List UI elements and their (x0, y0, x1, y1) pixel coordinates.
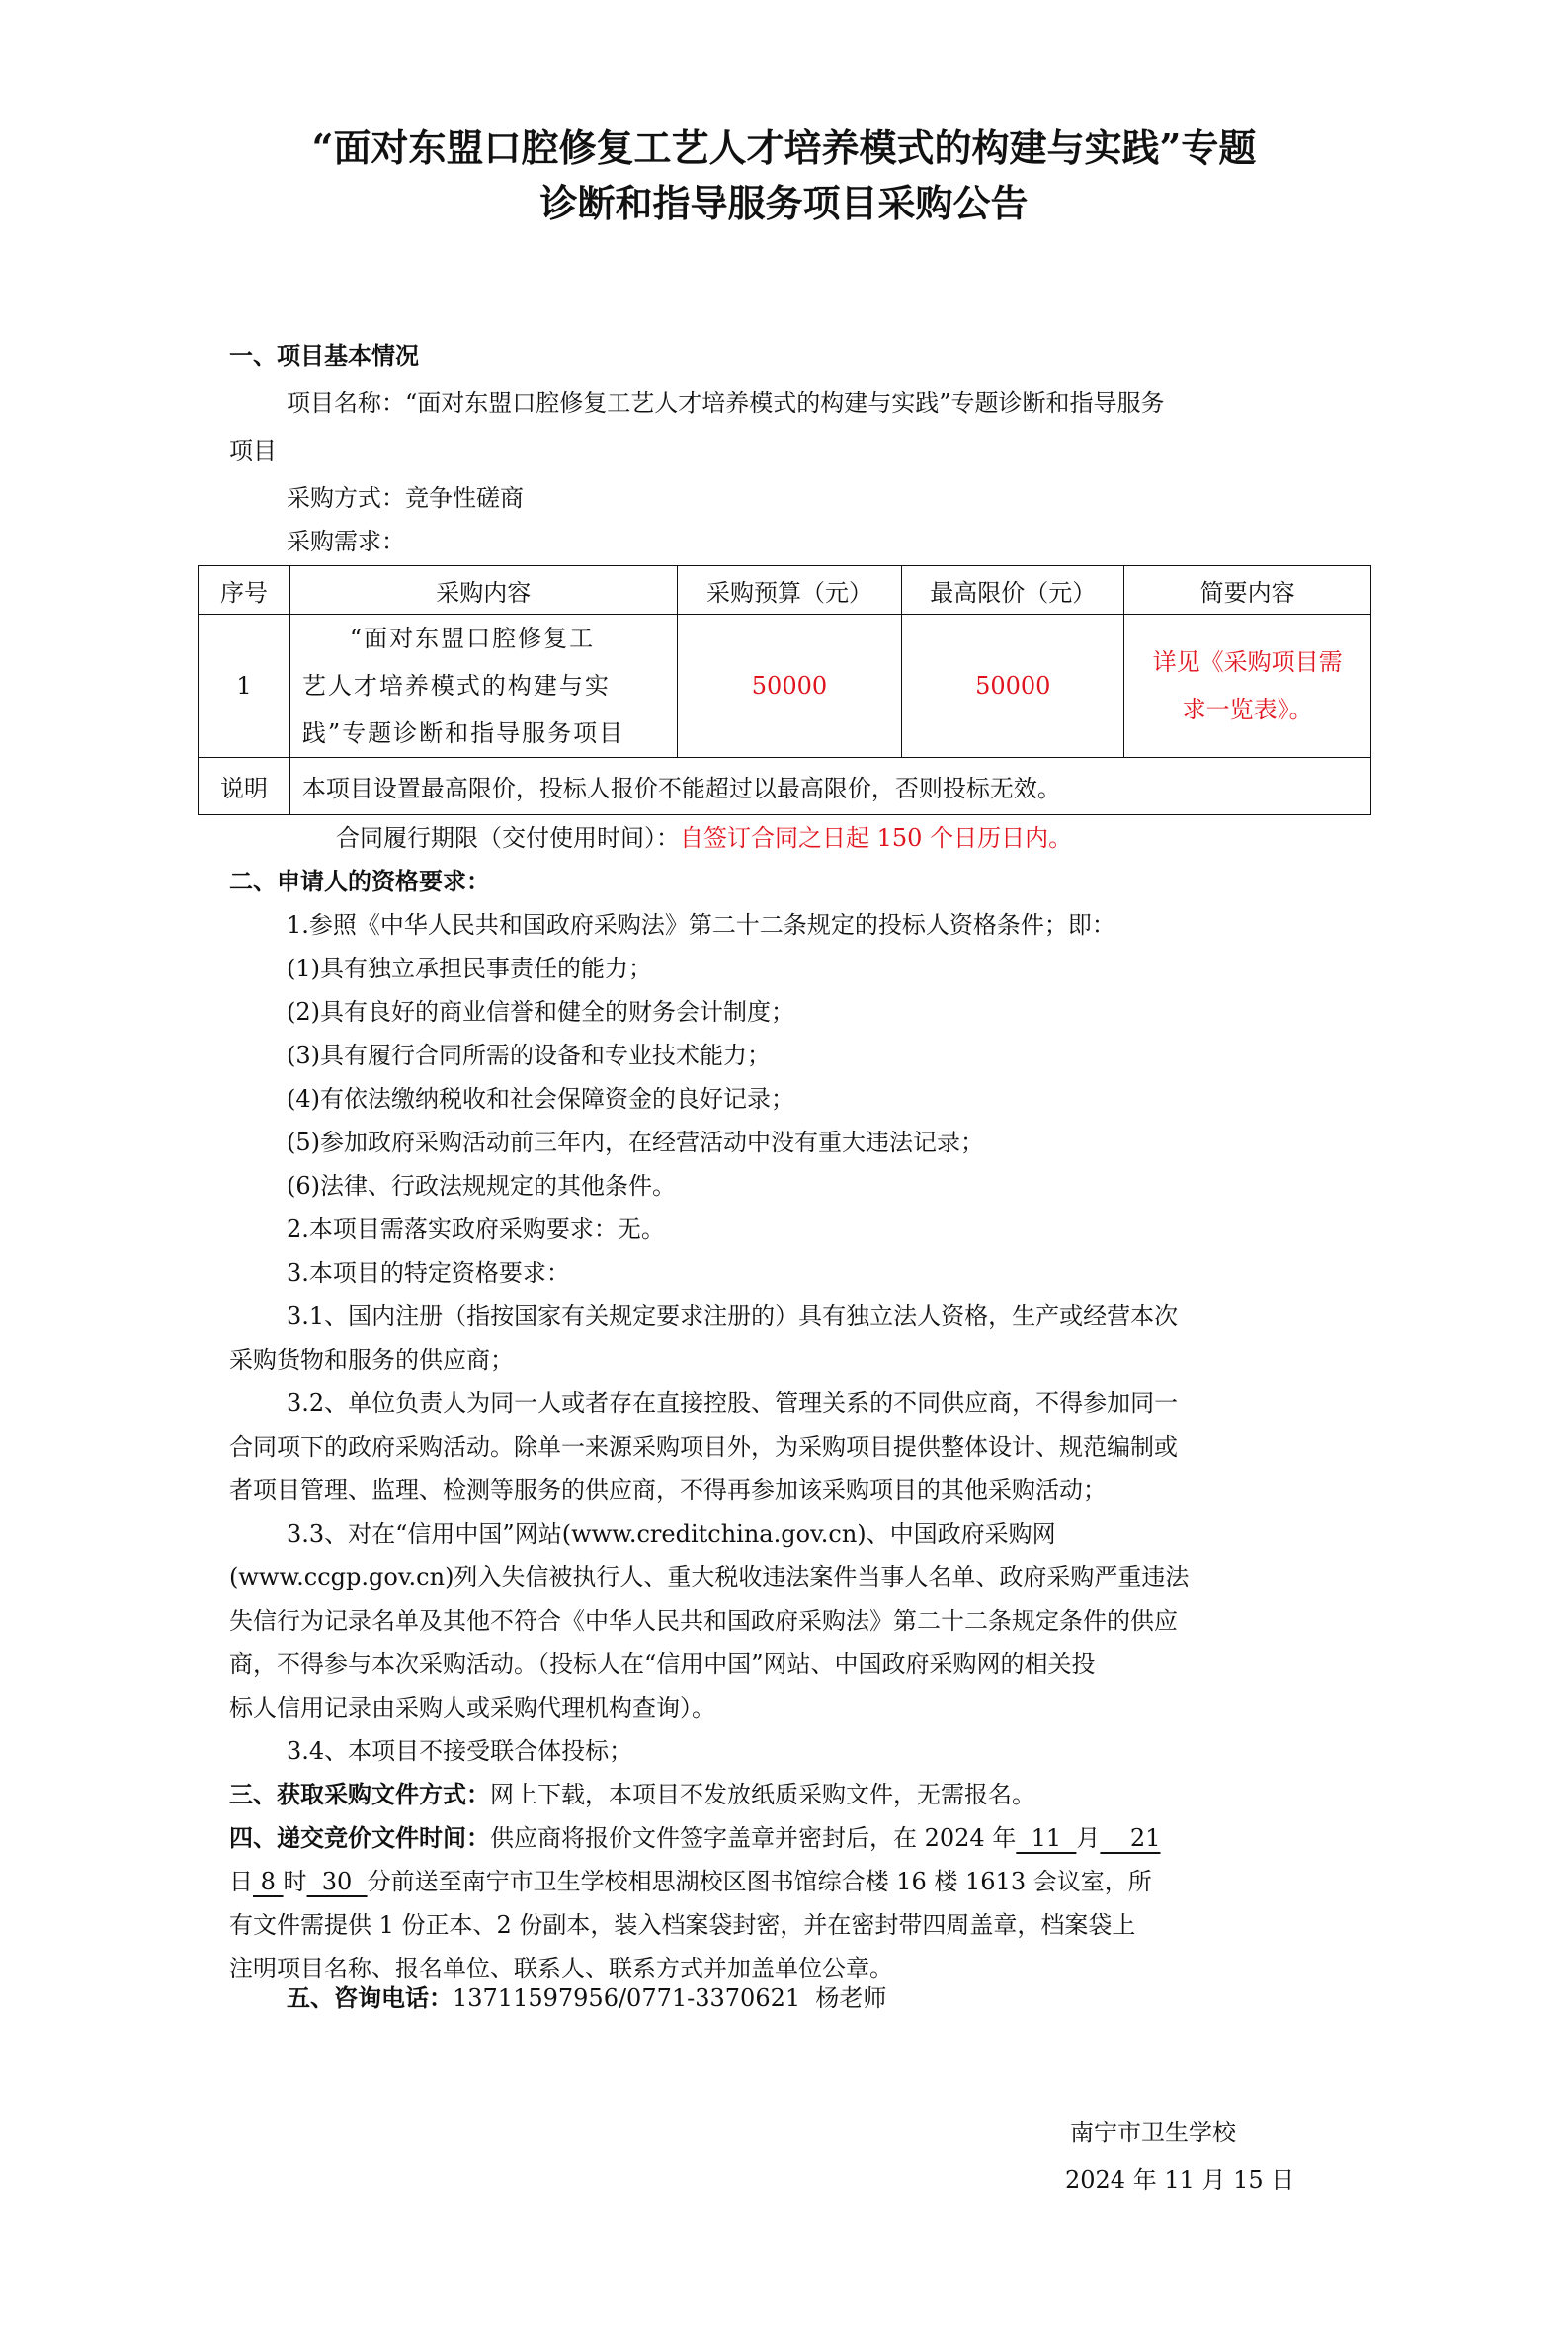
item3-4: 3.4、本项目不接受联合体投标； (287, 1737, 633, 1765)
requirements-label: 采购需求： (287, 528, 405, 555)
cell-brief (1124, 615, 1371, 758)
procurement-method: 采购方式：竞争性磋商 (287, 484, 524, 512)
document-title-line1: “面对东盟口腔修复工艺人才培养模式的构建与实践”专题 (311, 126, 1257, 170)
contract-period-value: 自签订合同之日起 150 个日历日内。 (680, 824, 1073, 852)
item3-3-line4: 商，不得参与本次采购活动。（投标人在“信用中国”网站、中国政府采购网的相关投 (229, 1650, 1096, 1678)
section5-heading: 五、咨询电话： (287, 1983, 453, 2012)
requirements-table (198, 565, 1371, 815)
cell-brief-line2: 求一览表》。 (1182, 696, 1313, 723)
section4-text-a: 供应商将报价文件签字盖章并密封后，在 2024 年 (490, 1824, 1017, 1852)
section4-line1 (229, 1820, 1375, 1856)
cell-brief-line1: 详见《采购项目需 (1152, 648, 1343, 676)
section3 (229, 1777, 1375, 1812)
project-name-line2: 项目 (229, 437, 277, 464)
note-text: 本项目设置最高限价，投标人报价不能超过以最高限价，否则投标无效。 (289, 758, 1370, 815)
section4-line2 (229, 1864, 1375, 1899)
header-budget: 采购预算（元） (677, 566, 902, 615)
item3-2-line2: 合同项下的政府采购活动。除单一来源采购项目外，为采购项目提供整体设计、规范编制或 (229, 1433, 1178, 1461)
qualification-sub2: (2)具有良好的商业信誉和健全的财务会计制度； (287, 998, 794, 1026)
section5 (287, 1980, 1433, 2016)
qualification-item2: 2.本项目需落实政府采购要求：无。 (287, 1216, 665, 1243)
qualification-item1: 1.参照《中华人民共和国政府采购法》第二十二条规定的投标人资格条件；即： (287, 911, 1115, 939)
contact-phone: 13711597956/0771-3370621 杨老师 (453, 1984, 887, 2012)
table-row (199, 615, 1371, 758)
item3-3-line5: 标人信用记录由采购人或采购代理机构查询）。 (229, 1694, 715, 1721)
item3-1-line2: 采购货物和服务的供应商； (229, 1346, 514, 1374)
cell-content-line2: 艺人才培养模式的构建与实 (301, 672, 611, 700)
signature-org: 南宁市卫生学校 (1070, 2119, 1236, 2146)
submission-day: 21 (1100, 1824, 1161, 1852)
qualification-sub4: (4)有依法缴纳税收和社会保障资金的良好记录； (287, 1085, 794, 1113)
cell-content (289, 615, 677, 758)
header-brief: 简要内容 (1124, 566, 1371, 615)
table-note-row (199, 758, 1371, 815)
cell-budget: 50000 (677, 615, 902, 758)
submission-minute: 30 (306, 1868, 368, 1895)
section4-line3: 有文件需提供 1 份正本、2 份副本，装入档案袋封密，并在密封带四周盖章，档案袋上 (229, 1911, 1136, 1939)
cell-max-price: 50000 (902, 615, 1124, 758)
submission-hour: 8 (253, 1868, 284, 1895)
qualification-sub1: (1)具有独立承担民事责任的能力； (287, 955, 652, 982)
qualification-sub3: (3)具有履行合同所需的设备和专业技术能力； (287, 1042, 771, 1069)
submission-month: 11 (1016, 1824, 1077, 1852)
item3-3-line2: (www.ccgp.gov.cn)列入失信被执行人、重大税收违法案件当事人名单、政府采购严重违法 (229, 1563, 1190, 1591)
section4-line4: 注明项目名称、报名单位、联系人、联系方式并加盖单位公章。 (229, 1955, 893, 1982)
contract-period-label: 合同履行期限（交付使用时间）： (336, 824, 680, 852)
item3-2-line3: 者项目管理、监理、检测等服务的供应商，不得再参加该采购项目的其他采购活动； (229, 1476, 1107, 1504)
section3-text: 网上下载，本项目不发放纸质采购文件，无需报名。 (490, 1781, 1035, 1808)
document-title-line2: 诊断和指导服务项目采购公告 (539, 181, 1029, 225)
cell-content-line1: “面对东盟口腔修复工 (349, 625, 596, 652)
section4-text-b: 分前送至南宁市卫生学校相思湖校区图书馆综合楼 16 楼 1613 会议室，所 (367, 1868, 1152, 1895)
table-header-row (199, 566, 1371, 615)
contract-period (336, 820, 1482, 856)
section1-heading: 一、项目基本情况 (229, 341, 419, 370)
header-max-price: 最高限价（元） (902, 566, 1124, 615)
hour-unit: 时 (283, 1868, 307, 1895)
item3-1-line1: 3.1、国内注册（指按国家有关规定要求注册的）具有独立法人资格，生产或经营本次 (287, 1302, 1179, 1330)
item3-3-line3: 失信行为记录名单及其他不符合《中华人民共和国政府采购法》第二十二条规定条件的供应 (229, 1607, 1178, 1635)
header-index: 序号 (199, 566, 290, 615)
section4-heading: 四、递交竞价文件时间： (229, 1823, 490, 1852)
signature-date: 2024 年 11 月 15 日 (1065, 2166, 1295, 2194)
day-unit: 日 (229, 1868, 253, 1895)
cell-content-line3: 践”专题诊断和指导服务项目 (301, 719, 625, 747)
cell-index: 1 (199, 615, 290, 758)
qualification-sub6: (6)法律、行政法规规定的其他条件。 (287, 1172, 676, 1200)
project-name-line1: 项目名称：“面对东盟口腔修复工艺人才培养模式的构建与实践”专题诊断和指导服务 (287, 389, 1165, 417)
item3-2-line1: 3.2、单位负责人为同一人或者存在直接控股、管理关系的不同供应商，不得参加同一 (287, 1389, 1179, 1417)
month-unit: 月 (1076, 1824, 1101, 1852)
note-label: 说明 (199, 758, 290, 815)
qualification-sub5: (5)参加政府采购活动前三年内，在经营活动中没有重大违法记录； (287, 1129, 984, 1156)
header-content: 采购内容 (289, 566, 677, 615)
qualification-item3: 3.本项目的特定资格要求： (287, 1259, 570, 1287)
section3-heading: 三、获取采购文件方式： (229, 1780, 490, 1808)
section2-heading: 二、申请人的资格要求： (229, 867, 490, 895)
item3-3-line1: 3.3、对在“信用中国”网站(www.creditchina.gov.cn)、中国政府采购网 (287, 1520, 1056, 1548)
